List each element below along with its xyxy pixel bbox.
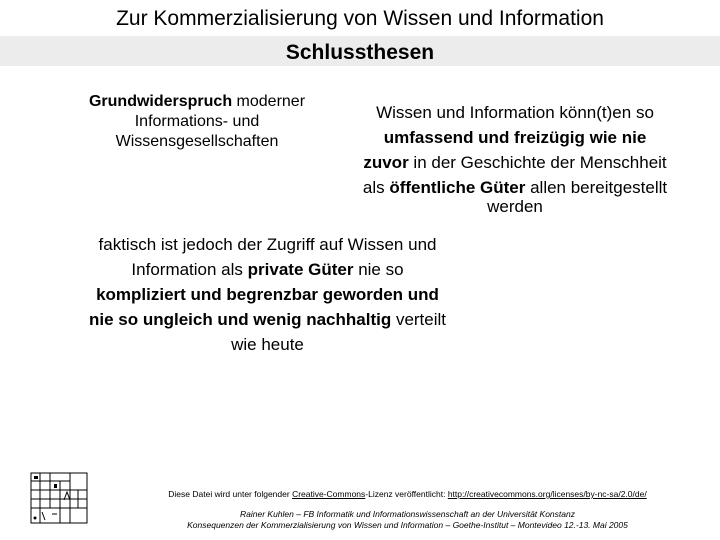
license-notice [100, 489, 715, 500]
event-line: Konsequenzen der Kommerzialisierung von Wissen und Information – Goethe-Institut – Montevideo 12.-13. Mai 2005 [187, 520, 628, 530]
university-logo-icon [30, 472, 88, 524]
thesis-right [320, 100, 710, 219]
thesis-bottom-line4-rest: verteilt [391, 310, 447, 329]
thesis-right-line5: werden [487, 197, 543, 216]
thesis-bottom-line2-rest: nie so [353, 260, 404, 279]
thesis-left-bold: Grundwiderspruch [88, 93, 233, 110]
thesis-right-line4-bold: öffentliche Güter [389, 178, 526, 197]
thesis-bottom [40, 232, 495, 357]
thesis-bottom-line3 [40, 282, 495, 307]
thesis-bottom-line2-pre: Information als [131, 260, 248, 279]
thesis-right-line3-bold: zuvor [363, 153, 409, 172]
thesis-left-line2: Informations- und [134, 113, 260, 130]
thesis-bottom-line2 [40, 257, 495, 282]
license-mid: -Lizenz veröffentlicht: [365, 489, 448, 499]
thesis-right-line4-pre: als [362, 178, 390, 197]
thesis-bottom-line4 [40, 307, 495, 332]
thesis-bottom-line4-bold: nie so ungleich und wenig nachhaltig [88, 310, 392, 329]
thesis-left-line1 [52, 92, 342, 112]
thesis-left [52, 92, 342, 152]
subtitle-band [0, 36, 720, 66]
title-band [0, 0, 720, 36]
author-notice [100, 509, 715, 531]
thesis-right-line1: Wissen und Information könn(t)en so [376, 103, 654, 122]
license-url-link[interactable]: http://creativecommons.org/licenses/by-nc-sa/2.0/de/ [447, 489, 647, 499]
page-subtitle: Schlussthesen [285, 41, 435, 64]
thesis-bottom-line2-bold: private Güter [247, 260, 354, 279]
thesis-right-line3-rest: in der Geschichte der Menschheit [408, 153, 667, 172]
thesis-left-rest: moderner [232, 93, 306, 110]
license-link[interactable]: Creative-Commons [292, 489, 366, 499]
thesis-right-line2-bold: umfassend und freizügig wie nie [383, 128, 647, 147]
page-title: Zur Kommerzialisierung von Wissen und Information [116, 7, 604, 30]
license-pre: Diese Datei wird unter folgender [168, 489, 293, 499]
thesis-right-line3 [320, 150, 710, 175]
thesis-bottom-line1: faktisch ist jedoch der Zugriff auf Wissen und [98, 235, 437, 254]
thesis-bottom-line5: wie heute [231, 335, 304, 354]
thesis-right-line4-rest: allen bereitgestellt [525, 178, 668, 197]
thesis-bottom-line3-bold: kompliziert und begrenzbar geworden und [96, 285, 439, 304]
thesis-left-line3: Wissensgesellschaften [115, 133, 279, 150]
thesis-right-line2 [320, 125, 710, 150]
author-line: Rainer Kuhlen – FB Informatik und Informationswissenschaft an der Universität Konstanz [240, 509, 575, 519]
